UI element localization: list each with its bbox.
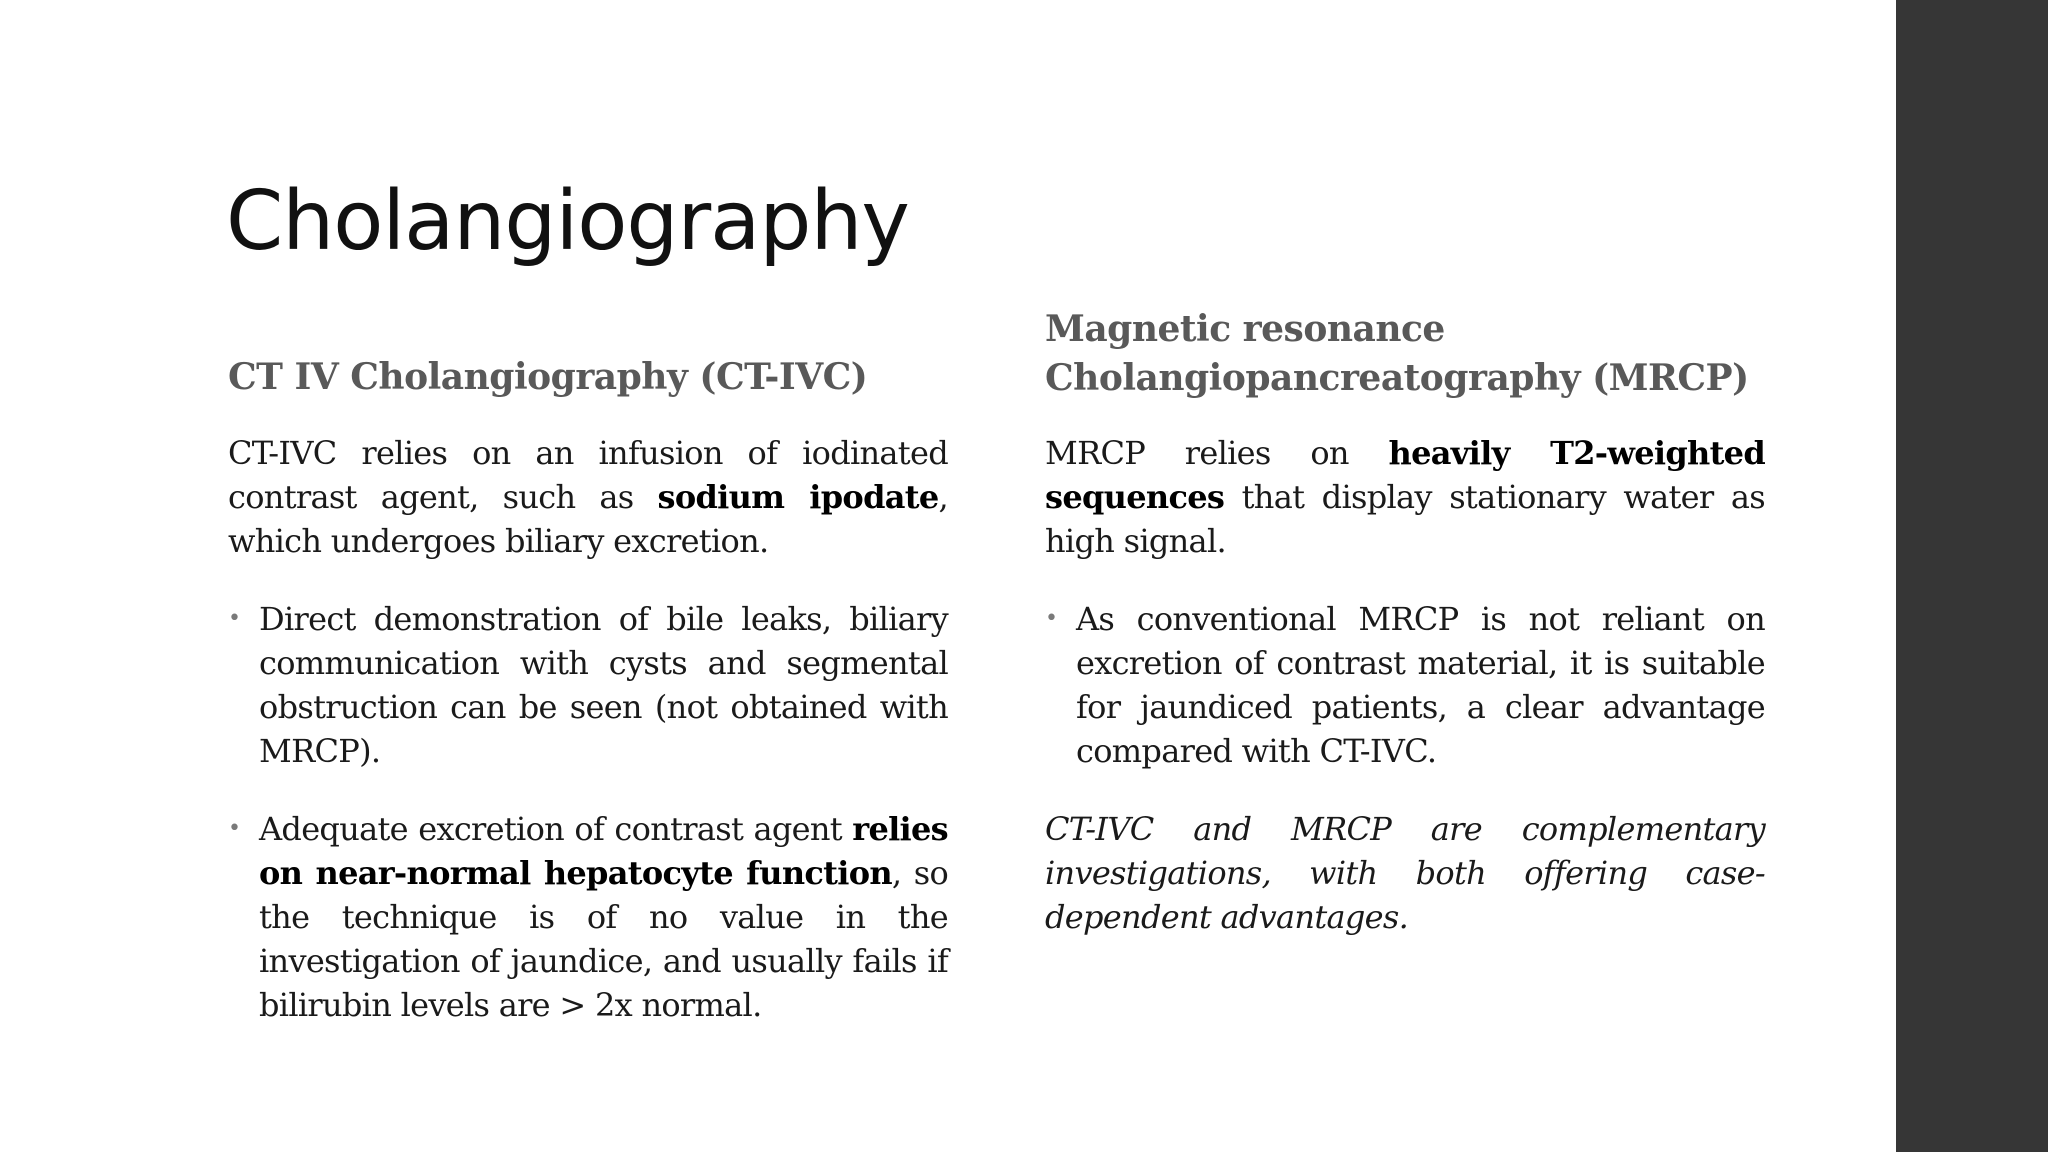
right-intro	[1045, 431, 1765, 563]
left-intro-bold: sodium ipodate	[657, 478, 939, 516]
left-intro-text-2: , which undergoes biliary excretion.	[228, 478, 949, 560]
right-heading	[1045, 305, 1765, 403]
right-bullet-1-text: As conventional MRCP is not reliant on excretion of contrast material, it is suitable for jaundiced patients, a clear advantage compared with CT-IVC.	[1076, 600, 1765, 770]
right-heading-line-1: Magnetic resonance	[1045, 308, 1445, 350]
right-intro-text-1: MRCP relies on	[1045, 434, 1389, 472]
left-bullet-2-text	[259, 807, 948, 1027]
right-intro-text-2: that display stationary water as high signal.	[1045, 478, 1765, 560]
bullet-dot-icon: •	[1045, 606, 1058, 631]
right-intro-bold: heavily T2-weighted sequences	[1045, 434, 1765, 516]
left-bullet-2-bold: relies on near-normal hepatocyte function	[259, 810, 948, 892]
bullet-dot-icon: •	[228, 606, 241, 631]
left-bullet-2-text-1: Adequate excretion of contrast agent	[259, 810, 853, 848]
left-bullet-2-text-2: , so the technique is of no value in the investigation of jaundice, and usually fails if bilirubin levels are > 2x normal.	[259, 854, 949, 1024]
sidebar-decoration	[1896, 0, 2048, 1152]
left-intro	[228, 431, 948, 563]
left-heading: CT IV Cholangiography (CT-IVC)	[228, 356, 868, 398]
left-intro-text-1: CT-IVC relies on an infusion of iodinated contrast agent, such as	[228, 434, 948, 516]
right-conclusion: CT-IVC and MRCP are complementary investigations, with both offering case-dependent advantages.	[1045, 810, 1765, 936]
bullet-dot-icon: •	[228, 816, 241, 841]
right-heading-line-2: Cholangiopancreatography (MRCP)	[1045, 357, 1749, 399]
slide-title: Cholangiography	[226, 174, 909, 269]
left-bullet-1-text: Direct demonstration of bile leaks, biliary communication with cysts and segmental obstruction can be seen (not obtained with MRCP).	[259, 600, 948, 770]
